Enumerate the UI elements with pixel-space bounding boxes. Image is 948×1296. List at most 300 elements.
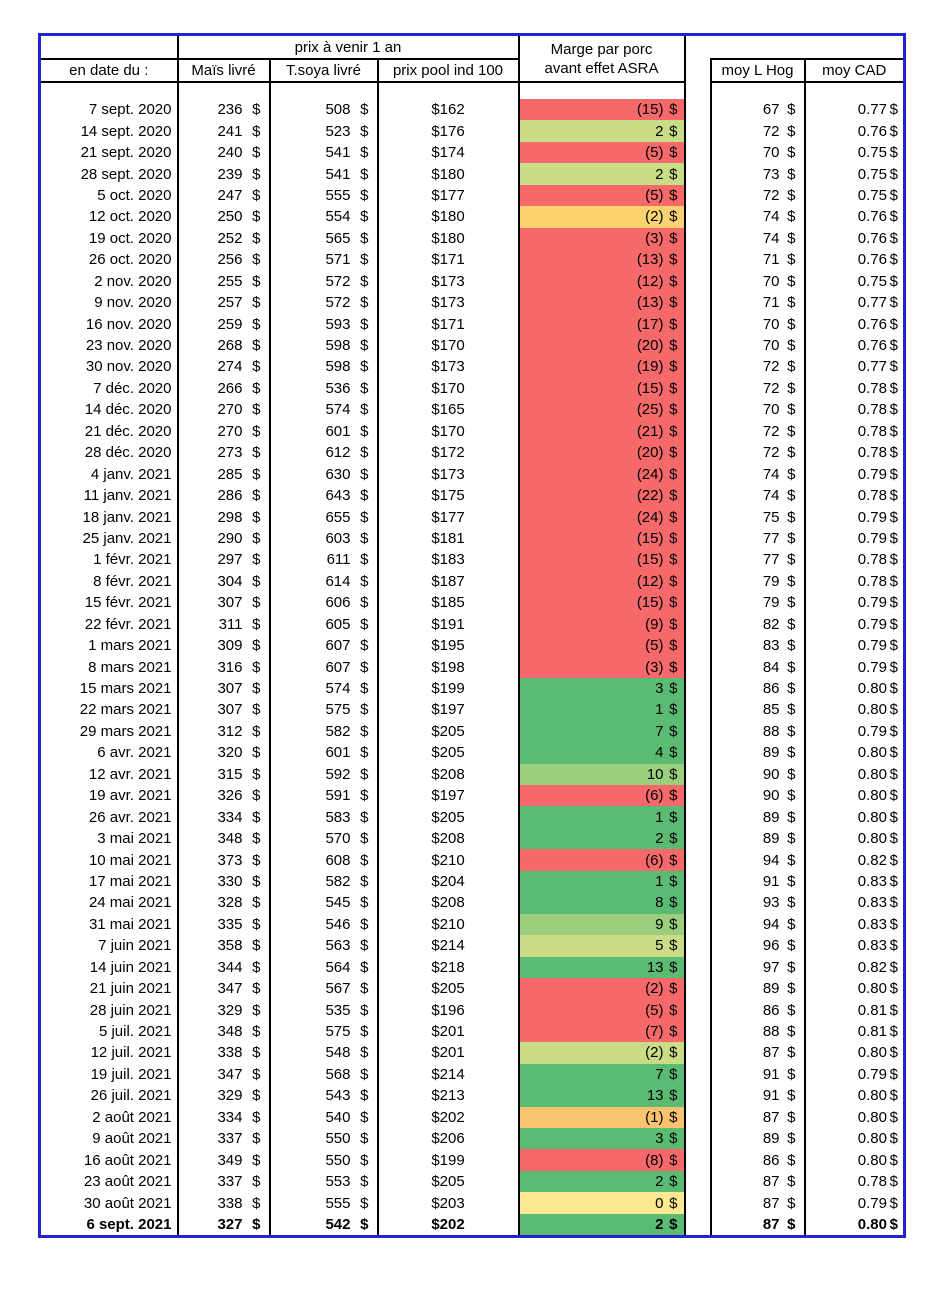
column-header-date[interactable]: en date du : <box>40 59 178 82</box>
cad-cell[interactable] <box>805 378 905 399</box>
soya-cell[interactable] <box>270 1042 378 1063</box>
hog-cell[interactable] <box>711 442 805 463</box>
pool-cell[interactable]: $206 <box>378 1128 519 1149</box>
soya-cell[interactable] <box>270 163 378 184</box>
pool-cell[interactable]: $180 <box>378 206 519 227</box>
soya-cell[interactable] <box>270 528 378 549</box>
mais-cell[interactable] <box>178 313 270 334</box>
soya-cell[interactable] <box>270 1192 378 1213</box>
mais-cell[interactable] <box>178 828 270 849</box>
marge-cell[interactable] <box>519 249 685 270</box>
date-cell[interactable]: 12 oct. 2020 <box>40 206 178 227</box>
mais-cell[interactable] <box>178 1064 270 1085</box>
date-cell[interactable]: 8 mars 2021 <box>40 656 178 677</box>
pool-cell[interactable]: $201 <box>378 1021 519 1042</box>
cad-cell[interactable] <box>805 1192 905 1213</box>
hog-cell[interactable] <box>711 614 805 635</box>
hog-cell[interactable] <box>711 871 805 892</box>
date-cell[interactable]: 2 août 2021 <box>40 1107 178 1128</box>
pool-cell[interactable]: $183 <box>378 549 519 570</box>
mais-cell[interactable] <box>178 528 270 549</box>
mais-cell[interactable] <box>178 871 270 892</box>
mais-cell[interactable] <box>178 1107 270 1128</box>
marge-cell[interactable] <box>519 506 685 527</box>
date-cell[interactable]: 23 nov. 2020 <box>40 335 178 356</box>
mais-cell[interactable] <box>178 721 270 742</box>
hog-cell[interactable] <box>711 421 805 442</box>
pool-cell[interactable]: $181 <box>378 528 519 549</box>
hog-cell[interactable] <box>711 1021 805 1042</box>
cad-cell[interactable] <box>805 614 905 635</box>
marge-cell[interactable] <box>519 1128 685 1149</box>
pool-cell[interactable]: $174 <box>378 142 519 163</box>
hog-cell[interactable] <box>711 806 805 827</box>
pool-cell[interactable]: $173 <box>378 292 519 313</box>
soya-cell[interactable] <box>270 999 378 1020</box>
soya-cell[interactable] <box>270 828 378 849</box>
soya-cell[interactable] <box>270 313 378 334</box>
mais-cell[interactable] <box>178 485 270 506</box>
marge-cell[interactable] <box>519 656 685 677</box>
cad-cell[interactable] <box>805 1064 905 1085</box>
soya-cell[interactable] <box>270 571 378 592</box>
cad-cell[interactable] <box>805 635 905 656</box>
cad-cell[interactable] <box>805 1085 905 1106</box>
marge-cell[interactable] <box>519 549 685 570</box>
marge-cell[interactable] <box>519 399 685 420</box>
marge-cell[interactable] <box>519 1192 685 1213</box>
pool-cell[interactable]: $170 <box>378 421 519 442</box>
date-cell[interactable]: 7 juin 2021 <box>40 935 178 956</box>
date-cell[interactable]: 28 déc. 2020 <box>40 442 178 463</box>
soya-cell[interactable] <box>270 1149 378 1170</box>
soya-cell[interactable] <box>270 1085 378 1106</box>
cad-cell[interactable] <box>805 271 905 292</box>
hog-cell[interactable] <box>711 249 805 270</box>
pool-cell[interactable]: $171 <box>378 249 519 270</box>
soya-cell[interactable] <box>270 656 378 677</box>
pool-cell[interactable]: $214 <box>378 935 519 956</box>
cad-cell[interactable] <box>805 721 905 742</box>
date-cell[interactable]: 25 janv. 2021 <box>40 528 178 549</box>
soya-cell[interactable] <box>270 978 378 999</box>
soya-cell[interactable] <box>270 892 378 913</box>
cad-cell[interactable] <box>805 1214 905 1237</box>
soya-cell[interactable] <box>270 935 378 956</box>
date-cell[interactable]: 26 oct. 2020 <box>40 249 178 270</box>
pool-cell[interactable]: $203 <box>378 1192 519 1213</box>
cad-cell[interactable] <box>805 656 905 677</box>
mais-cell[interactable] <box>178 892 270 913</box>
soya-cell[interactable] <box>270 592 378 613</box>
soya-cell[interactable] <box>270 485 378 506</box>
pool-cell[interactable]: $173 <box>378 463 519 484</box>
date-cell[interactable]: 16 nov. 2020 <box>40 313 178 334</box>
marge-cell[interactable] <box>519 1085 685 1106</box>
marge-cell[interactable] <box>519 335 685 356</box>
date-cell[interactable]: 5 juil. 2021 <box>40 1021 178 1042</box>
pool-cell[interactable]: $205 <box>378 806 519 827</box>
cad-cell[interactable] <box>805 914 905 935</box>
hog-cell[interactable] <box>711 271 805 292</box>
cad-cell[interactable] <box>805 999 905 1020</box>
cad-cell[interactable] <box>805 571 905 592</box>
mais-cell[interactable] <box>178 378 270 399</box>
date-cell[interactable]: 14 déc. 2020 <box>40 399 178 420</box>
pool-cell[interactable]: $191 <box>378 614 519 635</box>
marge-cell[interactable] <box>519 99 685 120</box>
cad-cell[interactable] <box>805 506 905 527</box>
cad-cell[interactable] <box>805 335 905 356</box>
cad-cell[interactable] <box>805 806 905 827</box>
soya-cell[interactable] <box>270 699 378 720</box>
soya-cell[interactable] <box>270 1021 378 1042</box>
date-cell[interactable]: 4 janv. 2021 <box>40 463 178 484</box>
soya-cell[interactable] <box>270 549 378 570</box>
mais-cell[interactable] <box>178 292 270 313</box>
marge-cell[interactable] <box>519 957 685 978</box>
mais-cell[interactable] <box>178 1192 270 1213</box>
cad-cell[interactable] <box>805 1042 905 1063</box>
hog-cell[interactable] <box>711 571 805 592</box>
date-cell[interactable]: 11 janv. 2021 <box>40 485 178 506</box>
hog-cell[interactable] <box>711 313 805 334</box>
cad-cell[interactable] <box>805 292 905 313</box>
pool-cell[interactable]: $187 <box>378 571 519 592</box>
corner-empty-cell[interactable] <box>40 35 178 60</box>
pool-cell[interactable]: $197 <box>378 699 519 720</box>
pool-cell[interactable]: $205 <box>378 721 519 742</box>
date-cell[interactable]: 28 sept. 2020 <box>40 163 178 184</box>
hog-cell[interactable] <box>711 228 805 249</box>
hog-cell[interactable] <box>711 742 805 763</box>
pool-cell[interactable]: $162 <box>378 99 519 120</box>
date-cell[interactable]: 22 mars 2021 <box>40 699 178 720</box>
marge-cell[interactable] <box>519 571 685 592</box>
soya-cell[interactable] <box>270 1128 378 1149</box>
soya-cell[interactable] <box>270 849 378 870</box>
hog-cell[interactable] <box>711 828 805 849</box>
hog-cell[interactable] <box>711 914 805 935</box>
hog-cell[interactable] <box>711 292 805 313</box>
mais-cell[interactable] <box>178 228 270 249</box>
date-cell[interactable]: 29 mars 2021 <box>40 721 178 742</box>
cad-cell[interactable] <box>805 463 905 484</box>
date-cell[interactable]: 9 nov. 2020 <box>40 292 178 313</box>
hog-cell[interactable] <box>711 378 805 399</box>
cad-cell[interactable] <box>805 421 905 442</box>
soya-cell[interactable] <box>270 914 378 935</box>
marge-cell[interactable] <box>519 785 685 806</box>
soya-cell[interactable] <box>270 635 378 656</box>
soya-cell[interactable] <box>270 1214 378 1237</box>
marge-cell[interactable] <box>519 356 685 377</box>
marge-cell[interactable] <box>519 120 685 141</box>
mais-cell[interactable] <box>178 1085 270 1106</box>
marge-cell[interactable] <box>519 1064 685 1085</box>
cad-cell[interactable] <box>805 206 905 227</box>
hog-cell[interactable] <box>711 1128 805 1149</box>
hog-cell[interactable] <box>711 1149 805 1170</box>
hog-cell[interactable] <box>711 549 805 570</box>
date-cell[interactable]: 2 nov. 2020 <box>40 271 178 292</box>
hog-cell[interactable] <box>711 335 805 356</box>
hog-cell[interactable] <box>711 1042 805 1063</box>
soya-cell[interactable] <box>270 506 378 527</box>
pool-cell[interactable]: $173 <box>378 356 519 377</box>
mais-cell[interactable] <box>178 549 270 570</box>
soya-cell[interactable] <box>270 957 378 978</box>
cad-cell[interactable] <box>805 849 905 870</box>
date-cell[interactable]: 21 juin 2021 <box>40 978 178 999</box>
marge-cell[interactable] <box>519 635 685 656</box>
mais-cell[interactable] <box>178 163 270 184</box>
cad-cell[interactable] <box>805 1021 905 1042</box>
soya-cell[interactable] <box>270 399 378 420</box>
column-header-pool[interactable]: prix pool ind 100 <box>378 59 519 82</box>
mais-cell[interactable] <box>178 656 270 677</box>
mais-cell[interactable] <box>178 1128 270 1149</box>
group-header-prix-a-venir[interactable]: prix à venir 1 an <box>178 35 519 60</box>
marge-cell[interactable] <box>519 828 685 849</box>
pool-cell[interactable]: $180 <box>378 163 519 184</box>
soya-cell[interactable] <box>270 678 378 699</box>
cad-cell[interactable] <box>805 828 905 849</box>
pool-cell[interactable]: $175 <box>378 485 519 506</box>
cad-cell[interactable] <box>805 228 905 249</box>
pool-cell[interactable]: $185 <box>378 592 519 613</box>
pool-cell[interactable]: $205 <box>378 742 519 763</box>
hog-cell[interactable] <box>711 678 805 699</box>
cad-cell[interactable] <box>805 871 905 892</box>
marge-cell[interactable] <box>519 1021 685 1042</box>
cad-cell[interactable] <box>805 1128 905 1149</box>
cad-cell[interactable] <box>805 528 905 549</box>
hog-cell[interactable] <box>711 1107 805 1128</box>
marge-cell[interactable] <box>519 185 685 206</box>
date-cell[interactable]: 15 févr. 2021 <box>40 592 178 613</box>
hog-cell[interactable] <box>711 399 805 420</box>
pool-cell[interactable]: $208 <box>378 764 519 785</box>
pool-cell[interactable]: $177 <box>378 506 519 527</box>
soya-cell[interactable] <box>270 1107 378 1128</box>
marge-cell[interactable] <box>519 678 685 699</box>
date-cell[interactable]: 5 oct. 2020 <box>40 185 178 206</box>
column-header-mais[interactable]: Maïs livré <box>178 59 270 82</box>
hog-cell[interactable] <box>711 99 805 120</box>
soya-cell[interactable] <box>270 271 378 292</box>
soya-cell[interactable] <box>270 785 378 806</box>
marge-cell[interactable] <box>519 228 685 249</box>
pool-cell[interactable]: $201 <box>378 1042 519 1063</box>
hog-cell[interactable] <box>711 764 805 785</box>
pool-cell[interactable]: $205 <box>378 1171 519 1192</box>
marge-cell[interactable] <box>519 142 685 163</box>
soya-cell[interactable] <box>270 806 378 827</box>
date-cell[interactable]: 3 mai 2021 <box>40 828 178 849</box>
date-cell[interactable]: 24 mai 2021 <box>40 892 178 913</box>
soya-cell[interactable] <box>270 228 378 249</box>
cad-cell[interactable] <box>805 1171 905 1192</box>
soya-cell[interactable] <box>270 764 378 785</box>
marge-cell[interactable] <box>519 1171 685 1192</box>
marge-cell[interactable] <box>519 1042 685 1063</box>
marge-cell[interactable] <box>519 1149 685 1170</box>
hog-cell[interactable] <box>711 892 805 913</box>
cad-cell[interactable] <box>805 442 905 463</box>
hog-cell[interactable] <box>711 356 805 377</box>
marge-cell[interactable] <box>519 806 685 827</box>
cad-cell[interactable] <box>805 163 905 184</box>
cad-cell[interactable] <box>805 935 905 956</box>
marge-cell[interactable] <box>519 892 685 913</box>
column-header-soya[interactable]: T.soya livré <box>270 59 378 82</box>
cad-cell[interactable] <box>805 185 905 206</box>
date-cell[interactable]: 28 juin 2021 <box>40 999 178 1020</box>
cad-cell[interactable] <box>805 549 905 570</box>
marge-cell[interactable] <box>519 442 685 463</box>
marge-cell[interactable] <box>519 1214 685 1237</box>
date-cell[interactable]: 6 sept. 2021 <box>40 1214 178 1237</box>
soya-cell[interactable] <box>270 442 378 463</box>
hog-cell[interactable] <box>711 463 805 484</box>
column-header-cad[interactable]: moy CAD <box>805 59 905 82</box>
soya-cell[interactable] <box>270 742 378 763</box>
marge-cell[interactable] <box>519 721 685 742</box>
date-cell[interactable]: 1 févr. 2021 <box>40 549 178 570</box>
pool-cell[interactable]: $195 <box>378 635 519 656</box>
hog-cell[interactable] <box>711 142 805 163</box>
hog-cell[interactable] <box>711 485 805 506</box>
marge-cell[interactable] <box>519 485 685 506</box>
date-cell[interactable]: 19 juil. 2021 <box>40 1064 178 1085</box>
pool-cell[interactable]: $198 <box>378 656 519 677</box>
marge-cell[interactable] <box>519 528 685 549</box>
date-cell[interactable]: 1 mars 2021 <box>40 635 178 656</box>
soya-cell[interactable] <box>270 335 378 356</box>
cad-cell[interactable] <box>805 356 905 377</box>
cad-cell[interactable] <box>805 142 905 163</box>
date-cell[interactable]: 31 mai 2021 <box>40 914 178 935</box>
marge-cell[interactable] <box>519 206 685 227</box>
hog-cell[interactable] <box>711 999 805 1020</box>
mais-cell[interactable] <box>178 271 270 292</box>
mais-cell[interactable] <box>178 785 270 806</box>
pool-cell[interactable]: $171 <box>378 313 519 334</box>
date-cell[interactable]: 30 août 2021 <box>40 1192 178 1213</box>
hog-cell[interactable] <box>711 185 805 206</box>
soya-cell[interactable] <box>270 249 378 270</box>
pool-cell[interactable]: $170 <box>378 378 519 399</box>
date-cell[interactable]: 17 mai 2021 <box>40 871 178 892</box>
pool-cell[interactable]: $199 <box>378 678 519 699</box>
date-cell[interactable]: 30 nov. 2020 <box>40 356 178 377</box>
marge-cell[interactable] <box>519 742 685 763</box>
cad-cell[interactable] <box>805 399 905 420</box>
marge-cell[interactable] <box>519 292 685 313</box>
marge-cell[interactable] <box>519 935 685 956</box>
column-header-hog[interactable]: moy L Hog <box>711 59 805 82</box>
soya-cell[interactable] <box>270 99 378 120</box>
cad-cell[interactable] <box>805 957 905 978</box>
date-cell[interactable]: 7 sept. 2020 <box>40 99 178 120</box>
hog-cell[interactable] <box>711 1171 805 1192</box>
soya-cell[interactable] <box>270 206 378 227</box>
mais-cell[interactable] <box>178 978 270 999</box>
date-cell[interactable]: 23 août 2021 <box>40 1171 178 1192</box>
hog-cell[interactable] <box>711 978 805 999</box>
soya-cell[interactable] <box>270 185 378 206</box>
marge-cell[interactable] <box>519 313 685 334</box>
cad-cell[interactable] <box>805 678 905 699</box>
cad-cell[interactable] <box>805 978 905 999</box>
date-cell[interactable]: 22 févr. 2021 <box>40 614 178 635</box>
cad-cell[interactable] <box>805 120 905 141</box>
date-cell[interactable]: 19 oct. 2020 <box>40 228 178 249</box>
pool-cell[interactable]: $208 <box>378 892 519 913</box>
mais-cell[interactable] <box>178 914 270 935</box>
hog-cell[interactable] <box>711 699 805 720</box>
mais-cell[interactable] <box>178 463 270 484</box>
hog-cell[interactable] <box>711 957 805 978</box>
hog-cell[interactable] <box>711 1214 805 1237</box>
marge-cell[interactable] <box>519 764 685 785</box>
mais-cell[interactable] <box>178 592 270 613</box>
pool-cell[interactable]: $210 <box>378 914 519 935</box>
pool-cell[interactable]: $204 <box>378 871 519 892</box>
cad-cell[interactable] <box>805 699 905 720</box>
pool-cell[interactable]: $214 <box>378 1064 519 1085</box>
pool-cell[interactable]: $170 <box>378 335 519 356</box>
soya-cell[interactable] <box>270 614 378 635</box>
mais-cell[interactable] <box>178 442 270 463</box>
mais-cell[interactable] <box>178 1214 270 1237</box>
hog-cell[interactable] <box>711 506 805 527</box>
hog-cell[interactable] <box>711 206 805 227</box>
cad-cell[interactable] <box>805 592 905 613</box>
mais-cell[interactable] <box>178 957 270 978</box>
mais-cell[interactable] <box>178 742 270 763</box>
soya-cell[interactable] <box>270 871 378 892</box>
date-cell[interactable]: 26 juil. 2021 <box>40 1085 178 1106</box>
mais-cell[interactable] <box>178 1149 270 1170</box>
pool-cell[interactable]: $202 <box>378 1214 519 1237</box>
pool-cell[interactable]: $173 <box>378 271 519 292</box>
marge-cell[interactable] <box>519 463 685 484</box>
hog-cell[interactable] <box>711 163 805 184</box>
cad-cell[interactable] <box>805 99 905 120</box>
date-cell[interactable]: 14 juin 2021 <box>40 957 178 978</box>
marge-cell[interactable] <box>519 592 685 613</box>
pool-cell[interactable]: $199 <box>378 1149 519 1170</box>
mais-cell[interactable] <box>178 849 270 870</box>
cad-cell[interactable] <box>805 485 905 506</box>
pool-cell[interactable]: $205 <box>378 978 519 999</box>
soya-cell[interactable] <box>270 421 378 442</box>
marge-cell[interactable] <box>519 378 685 399</box>
pool-cell[interactable]: $208 <box>378 828 519 849</box>
date-cell[interactable]: 12 avr. 2021 <box>40 764 178 785</box>
mais-cell[interactable] <box>178 185 270 206</box>
hog-cell[interactable] <box>711 1192 805 1213</box>
pool-cell[interactable]: $197 <box>378 785 519 806</box>
mais-cell[interactable] <box>178 335 270 356</box>
date-cell[interactable]: 7 déc. 2020 <box>40 378 178 399</box>
hog-cell[interactable] <box>711 785 805 806</box>
pool-cell[interactable]: $177 <box>378 185 519 206</box>
hog-cell[interactable] <box>711 721 805 742</box>
date-cell[interactable]: 19 avr. 2021 <box>40 785 178 806</box>
